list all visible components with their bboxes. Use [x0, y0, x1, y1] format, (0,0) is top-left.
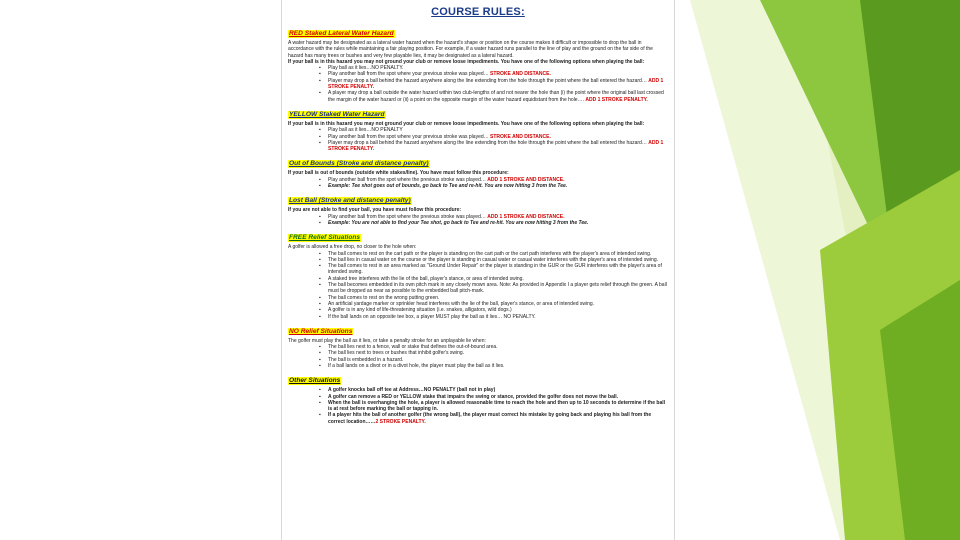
penalty-text: ADD 1 STROKE PENALTY. [328, 77, 664, 91]
section-heading: YELLOW Staked Water Hazard [289, 110, 385, 118]
section-heading: Out of Bounds (Stroke and distance penalty) [289, 160, 429, 168]
rule-text: If the ball lands on an opposite tee box, a player MUST play the ball as it lies… NO PENALTY. [328, 313, 536, 320]
rule-item [328, 412, 668, 425]
rule-text: Play another ball from the spot where the previous stroke was played… [328, 213, 488, 220]
rule-section [288, 320, 668, 369]
rule-text: When the ball is overhanging the hole, a player is allowed reasonable time to reach the hole and then up to 10 seconds to determine if the ball is at rest before marking the ball or tapping in. [328, 399, 666, 413]
section-lead: If you are not able to find your ball, you have must follow this procedure: [288, 207, 462, 214]
rule-list [288, 251, 668, 320]
section-lead: If your ball is in this hazard you may not ground your club or remove loose impediments. You have one of the following options when playing the ball: [288, 58, 645, 65]
rule-text: Play ball as it lies…NO PENALTY. [328, 65, 404, 72]
penalty-text: ADD 1 STROKE AND DISTANCE. [487, 213, 565, 220]
section-heading: RED Staked Lateral Water Hazard [289, 30, 394, 37]
rule-section [288, 189, 668, 226]
rule-text: Play another ball from the spot where the previous stroke was played… [328, 176, 488, 183]
rule-item [328, 220, 668, 226]
rule-text: The ball comes to rest on the wrong putting green. [328, 294, 440, 301]
section-lead: If your ball is out of bounds (outside white stakes/line). You have must follow this procedure: [288, 170, 509, 177]
rule-text: Play another ball from the spot where your previous stroke was played… [328, 133, 491, 140]
rule-text: The ball comes to rest on the cart path or the player is standing on the cart path or the cart path interferes with the player's area of intended swing. [328, 250, 652, 257]
rule-text: The ball lies next to trees or bushes that inhibit golfer's swing. [328, 350, 465, 357]
rule-text: The ball lies next to a fence, wall or stake that defines the out-of-bound area. [328, 344, 498, 351]
rule-text: If a ball lands on a divot or in a divot hole, the player must play the ball as it lies. [328, 362, 505, 369]
rule-item [328, 363, 668, 369]
section-heading: NO Relief Situations [289, 327, 353, 335]
penalty-text: STROKE AND DISTANCE. [490, 71, 551, 78]
rule-text: An artificial yardage marker or sprinkler head interferes with the lie of the ball, player's stance, or area of intended swing. [328, 300, 595, 307]
rule-text: The ball lies in casual water on the course or the player is standing in casual water or casual water interferes with the player's area of intended swing. [328, 256, 659, 263]
penalty-text: 2 STROKE PENALTY. [375, 418, 426, 425]
rule-text: Play ball as it lies…NO PENALTY [328, 127, 403, 134]
rule-list [288, 344, 668, 369]
rule-text: Example: Tee shot goes out of bounds, go back to Tee and re-hit. You are now hitting 3 from the Tee. [328, 183, 568, 190]
penalty-text: STROKE AND DISTANCE. [490, 133, 551, 140]
rule-text: A golfer knocks ball off tee at Address…NO PENALTY (ball not in play) [328, 387, 496, 394]
rule-item [328, 183, 668, 189]
penalty-text: ADD 1 STROKE AND DISTANCE. [487, 176, 565, 183]
document-title: COURSE RULES: [431, 6, 525, 18]
rule-item [328, 282, 668, 295]
section-heading: FREE Relief Situations [289, 234, 361, 242]
rule-text: Example: You are not able to find your Tee shot, go back to Tee and re-hit. You are now hitting 3 from the Tee. [328, 219, 589, 226]
penalty-text: ADD 1 STROKE PENALTY. [585, 96, 648, 103]
rule-text: Play another ball from the spot where your previous stroke was played… [328, 71, 491, 78]
rule-item [328, 400, 668, 413]
rule-item [328, 314, 668, 320]
section-lead: If your ball is in this hazard you may not ground your club or remove loose impediments. You have one of the following options when playing the ball: [288, 120, 645, 127]
rule-section [288, 22, 668, 103]
rule-text: If a player hits the ball of another golfer (the wrong ball), the player must correct his mistake by going back and playing his ball from the correct location…… [328, 412, 652, 425]
rule-item [328, 90, 668, 103]
rule-text: A golfer can remove a RED or YELLOW stake that impairs the swing or stance, provided the golfer does not move the ball. [328, 393, 619, 400]
rule-list [288, 387, 668, 425]
section-heading: Lost Ball (Stroke and distance penalty) [289, 197, 411, 205]
rule-item [328, 140, 668, 153]
rule-text: A golfer is in any kind of life-threatening situation (i.e. snakes, alligators, wild dogs.) [328, 307, 512, 314]
rule-section [288, 369, 668, 425]
rule-section [288, 226, 668, 320]
rule-item [328, 263, 668, 276]
rules-sections [288, 22, 668, 425]
rule-list [288, 177, 668, 190]
rule-text: A staked tree interferes with the lie of the ball, player's stance, or area of intended swing. [328, 275, 524, 282]
rule-item [328, 78, 668, 91]
rule-list [288, 214, 668, 227]
rule-section [288, 152, 668, 189]
section-lead: The golfer must play the ball as it lies, or take a penalty stroke for an unplayable lie when: [288, 337, 486, 344]
rule-text: Player may drop a ball behind the hazard anywhere along the line extending from the hole through the point where the ball entered the hazard… [328, 77, 649, 84]
rule-list [288, 65, 668, 103]
rule-text: The ball is embedded in a hazard. [328, 356, 404, 363]
section-heading: Other Situations [289, 377, 341, 385]
rule-text: Player may drop a ball behind the hazard anywhere along the line extending from the hole through the point where the ball entered the hazard… [328, 139, 649, 146]
rule-text: The ball becomes embedded in its own pitch mark in any closely mown area. Note: As provided in Appendix I a player gets relief through the green. A ball must be dropped as near as possible to the embedded ball pitch-mark. [328, 282, 667, 295]
course-rules-document [281, 0, 675, 540]
section-lead: A golfer is allowed a free drop, no closer to the hole when: [288, 244, 417, 251]
rule-section [288, 103, 668, 152]
rule-list [288, 127, 668, 152]
section-intro: A water hazard may be designated as a lateral water hazard when the hazard's shape or position on the course makes it difficult or impossible to drop the ball in accordance with the rules while maintaining a fair playing position. For example, if a water hazard runs parallel to the line of play and the ground on the far side of the hazard has many trees or bushes and very few playable lies, it may be designated as a lateral hazard. [288, 40, 653, 59]
rule-text: A player may drop a ball outside the water hazard within two club-lengths of and not nearer the hole than (i) the point where the original ball last crossed the margin of the water hazard or (ii) a point on the opposite margin of the water hazard equidistant from the hole…. [328, 90, 664, 103]
rule-text: The ball comes to rest in an area marked as "Ground Under Repair" or the player is standing in the GUR or the GUR interferes with the player's area of intended swing. [328, 263, 662, 276]
penalty-text: ADD 1 STROKE PENALTY. [328, 139, 664, 153]
